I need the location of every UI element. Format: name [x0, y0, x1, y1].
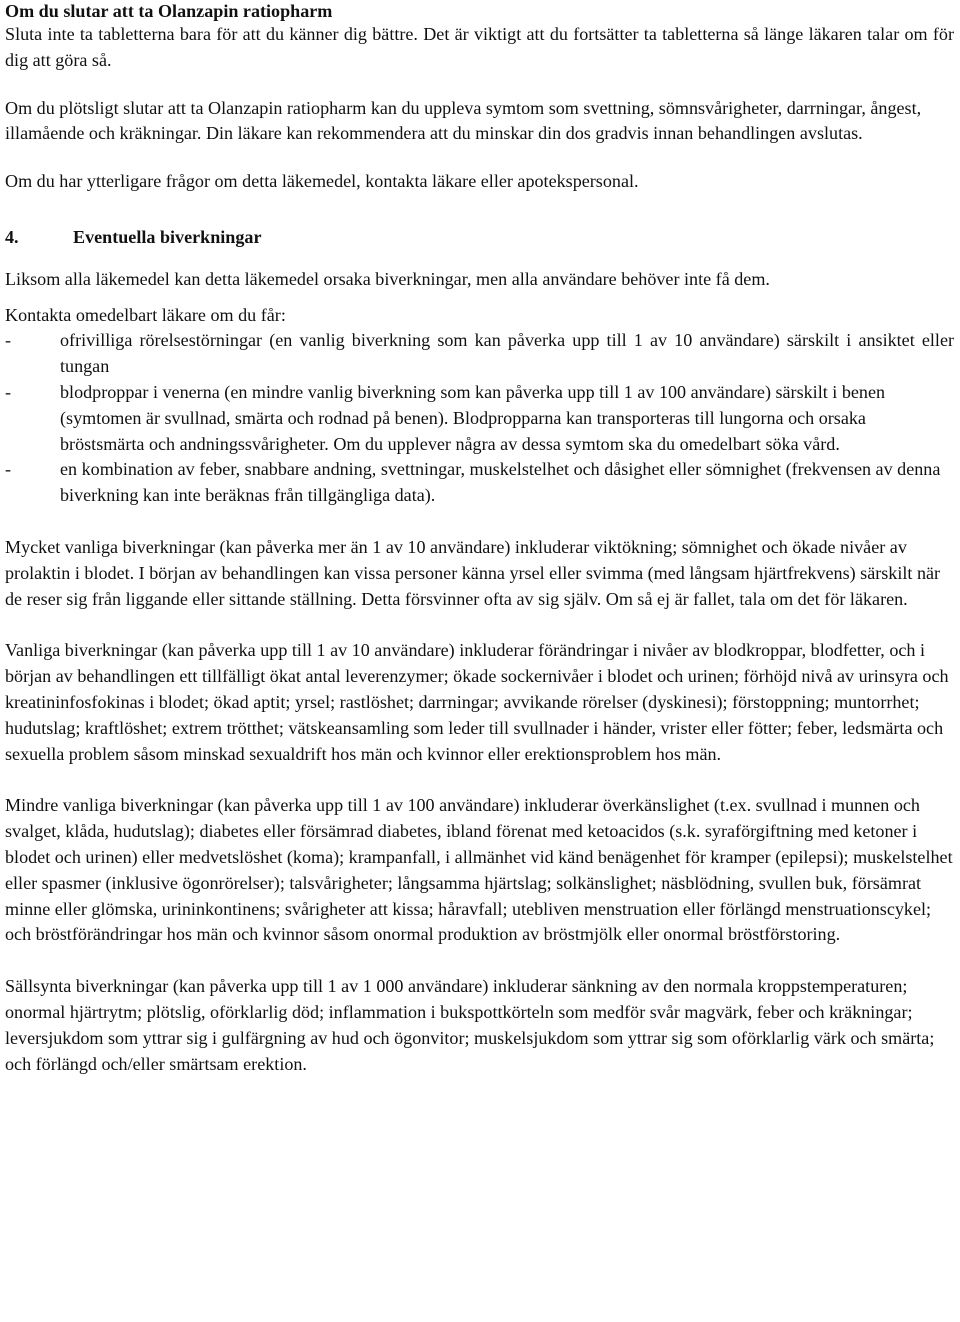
serious-effects-list [5, 328, 954, 509]
dash-marker: - [5, 330, 12, 351]
stop-paragraph-2: Om du plötsligt slutar att ta Olanzapin ratiopharm kan du uppleva symtom som svettning, sömnsvårigheter, darrningar, ångest, illamående och kräkningar. Din läkare kan rekommendera att du minskar din dos gradvis innan behandlingen avslutas. [5, 97, 922, 144]
stop-paragraph-1: Sluta inte ta tabletterna bara för att du känner dig bättre. Det är viktigt att du fortsätter ta tabletterna så länge läkaren talar om för dig att göra så. [5, 24, 954, 70]
section-title: Eventuella biverkningar [73, 226, 262, 247]
list-item-text: blodproppar i venerna (en mindre vanlig biverkning som kan påverka upp till 1 av 100 användare) särskilt i benen (symtomen är svullnad, smärta och rodnad på benen). Blodpropparna kan transporteras till lungorna och orsaka bröstsmärta och andningssvårigheter. Om du upplever några av dessa symtom ska du omedelbart söka vård. [60, 381, 886, 454]
section-heading [5, 225, 954, 251]
list-item [5, 457, 954, 509]
list-item-text: ofrivilliga rörelsestörningar (en vanlig biverkning som kan påverka upp till 1 av 10 användare) särskilt i ansiktet eller tungan [60, 330, 954, 377]
common-effects-paragraph: Vanliga biverkningar (kan påverka upp till 1 av 10 användare) inkluderar förändringar i nivåer av blodkroppar, blodfetter, och i början av behandlingen ett tillfälligt ökat antal leverenzymer; ökade sockernivåer i blodet och urinen; förhöjd nivå av urinsyra och kreatininfosfokinas i blodet; ökad aptit; yrsel; rastlöshet; darrningar; avvikande rörelser (dyskinesi); förstoppning; muntorrhet; hudutslag; kraftlöshet; extrem trötthet; vätskeansamling som leder till svullnader i händer, vrister eller fötter; feber, ledsmärta och sexuella problem såsom minskad sexualdrift hos män och kvinnor eller erektionsproblem hos män. [5, 640, 949, 764]
section-number: 4. [5, 226, 19, 247]
dash-marker: - [5, 459, 12, 480]
very-common-effects-paragraph: Mycket vanliga biverkningar (kan påverka mer än 1 av 10 användare) inkluderar viktökning; sömnighet och ökade nivåer av prolaktin i blodet. I början av behandlingen kan vissa personer känna yrsel eller svimma (med långsam hjärtfrekvens) särskilt när de reser sig från liggande eller sittande ställning. Detta försvinner ofta av sig själv. Om så ej är fallet, tala om det för läkaren. [5, 536, 941, 609]
stop-paragraph-3: Om du har ytterligare frågor om detta läkemedel, kontakta läkare eller apotekspersonal. [5, 171, 639, 192]
side-effects-intro: Liksom alla läkemedel kan detta läkemedel orsaka biverkningar, men alla användare behöver inte få dem. [5, 268, 770, 289]
dash-marker: - [5, 381, 12, 402]
list-item-text: en kombination av feber, snabbare andning, svettningar, muskelstelhet och dåsighet eller sömnighet (frekvensen av denna biverkning kan inte beräknas från tillgängliga data). [60, 459, 941, 506]
list-item [5, 328, 954, 380]
stop-treatment-heading: Om du slutar att ta Olanzapin ratiopharm [5, 1, 333, 21]
contact-doctor-text: Kontakta omedelbart läkare om du får: [5, 304, 286, 325]
list-item [5, 380, 954, 457]
rare-effects-paragraph: Sällsynta biverkningar (kan påverka upp till 1 av 1 000 användare) inkluderar sänkning av den normala kroppstemperaturen; onormal hjärtrytm; plötslig, oförklarlig död; inflammation i bukspottkörteln som medför svår magvärk, feber och kräkningar; leversjukdom som yttrar sig i gulfärgning av hud och ögonvitor; muskelsjukdom som yttrar sig som oförklarlig värk och smärta; och förlängd och/eller smärtsam erektion. [5, 976, 935, 1074]
uncommon-effects-paragraph: Mindre vanliga biverkningar (kan påverka upp till 1 av 100 användare) inkluderar överkänslighet (t.ex. svullnad i munnen och svalget, klåda, hudutslag); diabetes eller försämrad diabetes, ibland förenat med ketoacidos (s.k. syraförgiftning med ketoner i blodet och urinen) eller medvetslöshet (koma); krampanfall, i allmänhet vid känd benägenhet för kramper (epilepsi); muskelstelhet eller spasmer (inklusive ögonrörelser); talsvårigheter; långsamma hjärtslag; solkänslighet; näsblödning, svullen buk, försämrat minne eller glömska, urininkontinens; svårigheter att kissa; håravfall; utebliven menstruation eller förlängd menstruationscykel; och bröstförändringar hos män och kvinnor såsom onormal produktion av bröstmjölk eller onormal bröstförstoring. [5, 795, 953, 945]
